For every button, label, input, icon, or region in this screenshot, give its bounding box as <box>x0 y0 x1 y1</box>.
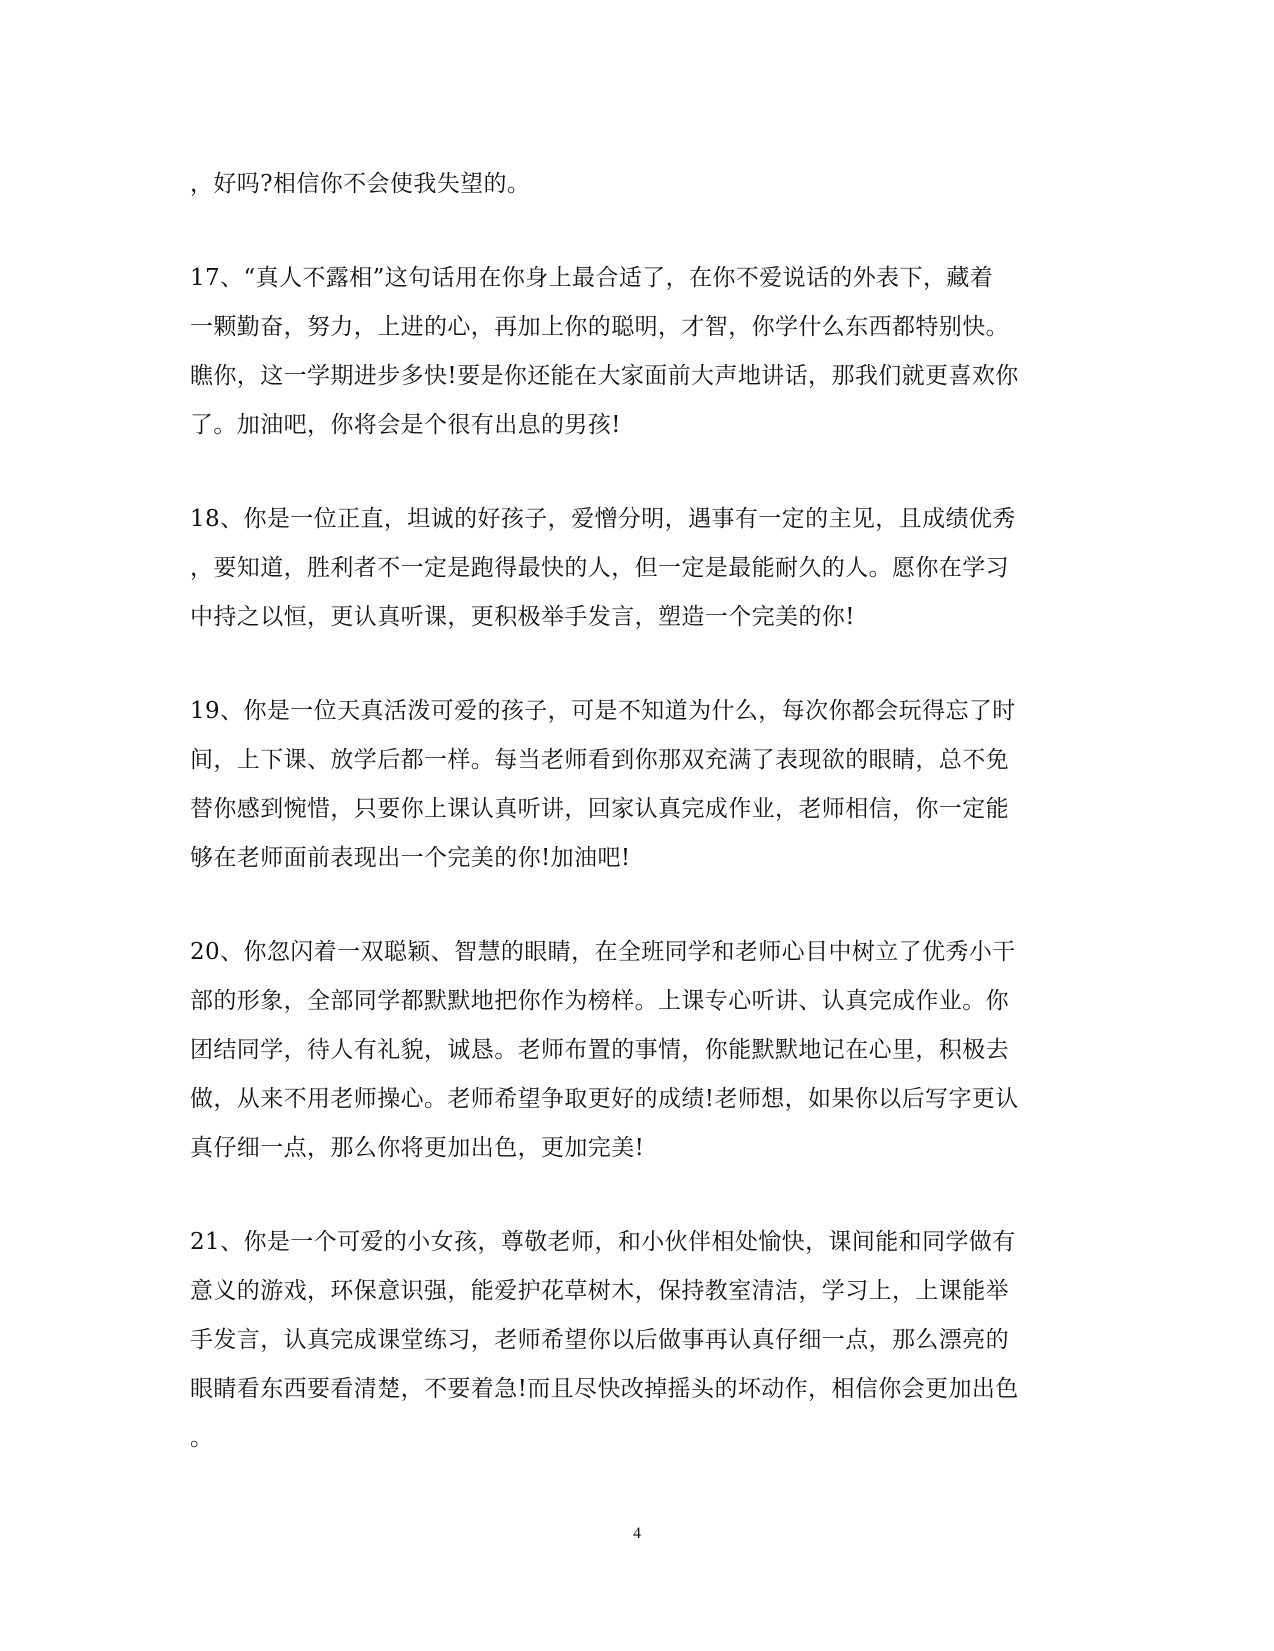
document-body <box>190 160 1080 1463</box>
paragraph-21: 21、你是一个可爱的小女孩，尊敬老师，和小伙伴相处愉快，课间能和同学做有 意义的游戏，环保意识强，能爱护花草树木，保持教室清洁，学习上，上课能举 手发言，认真完成课堂练习，老师希望你以后做事再认真仔细一点，那么漂亮的 眼睛看东西要看清楚，不要着急!而且尽快改掉摇头的坏动作，相信你会更加出色 。 <box>190 1229 1019 1451</box>
page-number: 4 <box>633 1525 641 1542</box>
paragraph-18: 18、你是一位正直，坦诚的好孩子，爱憎分明，遇事有一定的主见，且成绩优秀 ，要知道，胜利者不一定是跑得最快的人，但一定是最能耐久的人。愿你在学习 中持之以恒，更认真听课，更积极举手发言，塑造一个完美的你! <box>190 506 1016 630</box>
paragraph-continuation: ，好吗?相信你不会使我失望的。 <box>190 171 531 197</box>
paragraph-20: 20、你忽闪着一双聪颖、智慧的眼睛，在全班同学和老师心目中树立了优秀小干 部的形象，全部同学都默默地把你作为榜样。上课专心听讲、认真完成作业。你 团结同学，待人有礼貌，诚恳。老师布置的事情，你能默默地记在心里，积极去 做，从来不用老师操心。老师希望争取更好的成绩!老师想，如果你以后写字更认 真仔细一点，那么你将更加出色，更加完美! <box>190 939 1019 1161</box>
paragraph-19: 19、你是一位天真活泼可爱的孩子，可是不知道为什么，每次你都会玩得忘了时 间，上下课、放学后都一样。每当老师看到你那双充满了表现欲的眼睛，总不免 替你感到惋惜，只要你上课认真听讲，回家认真完成作业，老师相信，你一定能 够在老师面前表现出一个完美的你!加油吧! <box>190 698 1016 871</box>
paragraph-17: 17、“真人不露相”这句话用在你身上最合适了，在你不爱说话的外表下，藏着 一颗勤奋，努力，上进的心，再加上你的聪明，才智，你学什么东西都特别快。 瞧你，这一学期进步多快!要是你还能在大家面前大声地讲话，那我们就更喜欢你 了。加油吧，你将会是个很有出息的男孩! <box>190 265 1019 438</box>
